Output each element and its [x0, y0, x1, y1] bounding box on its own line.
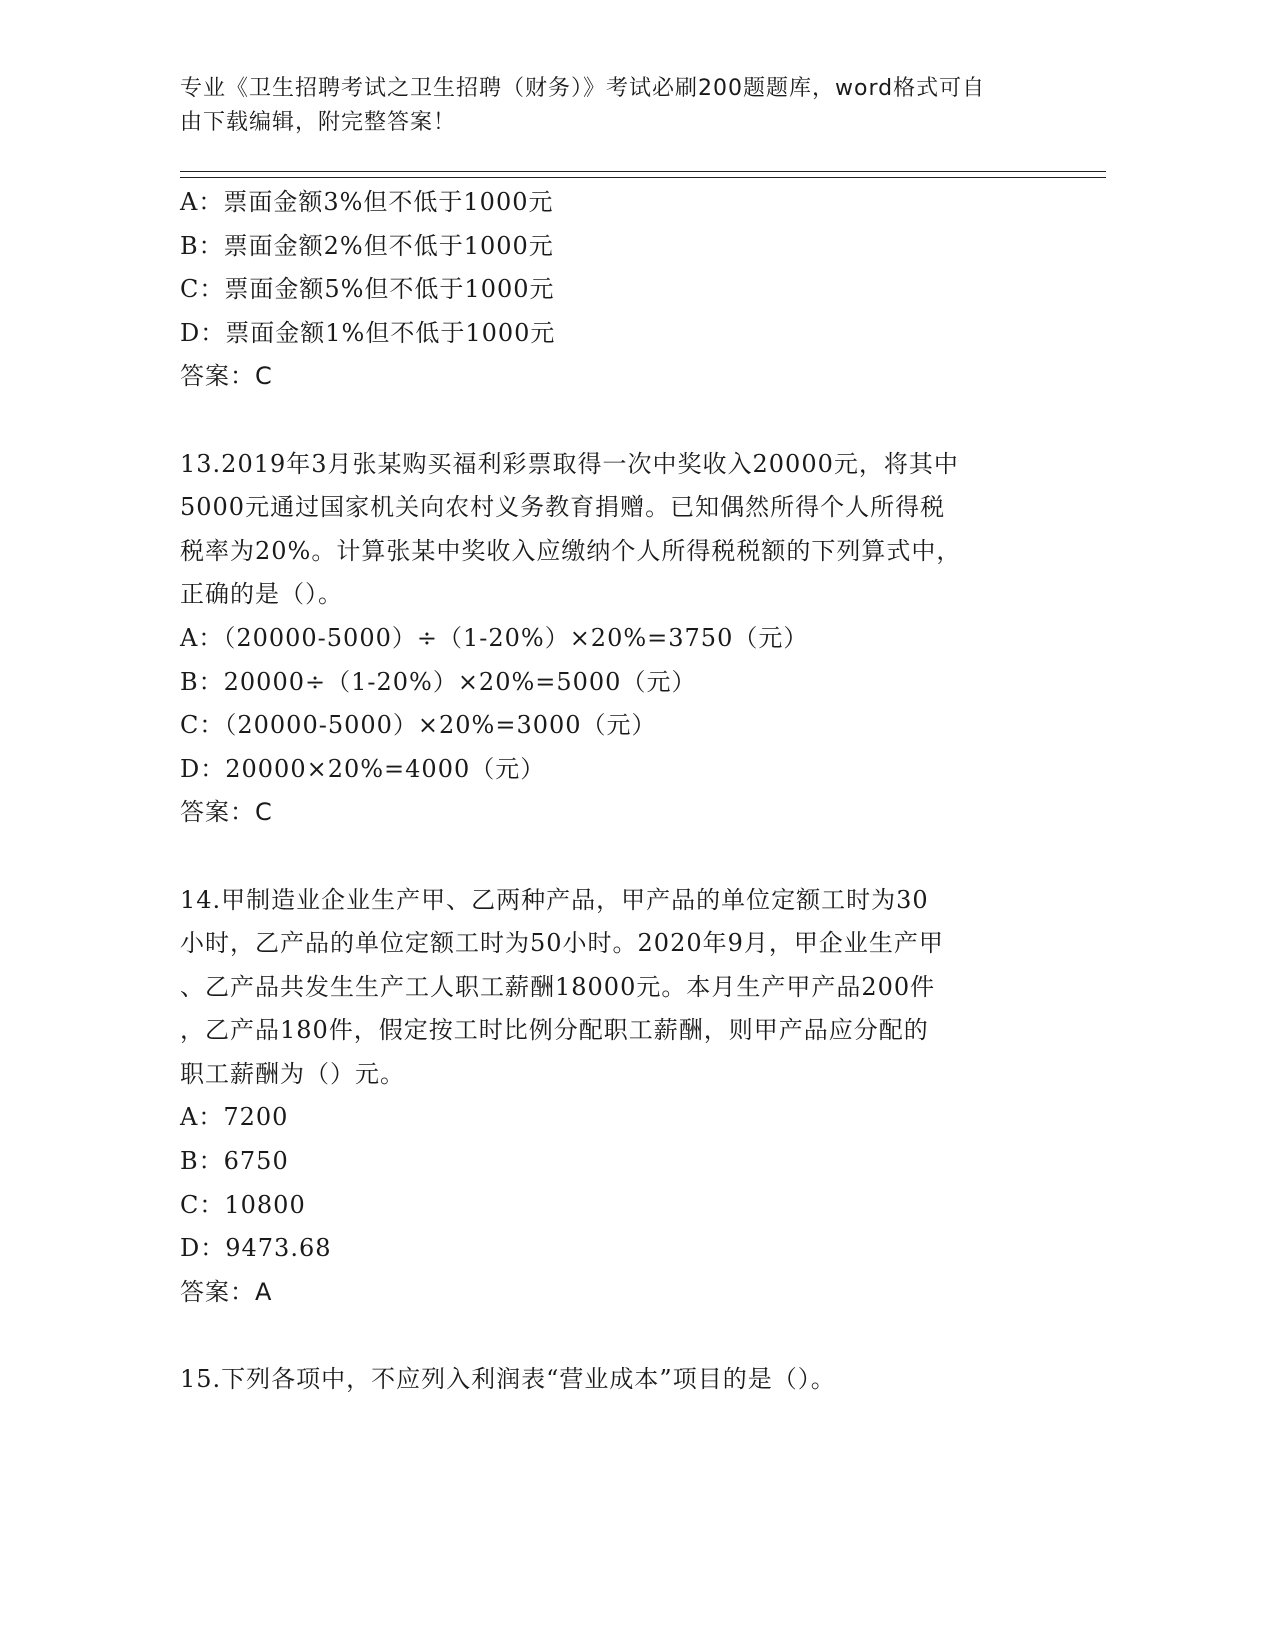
question-text-line: 13.2019年3月张某购买福利彩票取得一次中奖收入20000元，将其中 — [180, 449, 959, 478]
question-content — [180, 181, 1060, 1402]
option-d: D：票面金额1%但不低于1000元 — [180, 318, 556, 347]
header-divider-bottom — [180, 177, 1106, 178]
question-text-line: 14.甲制造业企业生产甲、乙两种产品，甲产品的单位定额工时为30 — [180, 885, 929, 914]
question-text-line: ，乙产品180件，假定按工时比例分配职工薪酬，则甲产品应分配的 — [180, 1016, 929, 1045]
question-text-line: 正确的是（）。 — [180, 580, 343, 609]
option-c: C：（20000-5000）×20%=3000（元） — [180, 711, 657, 740]
option-c: C：票面金额5%但不低于1000元 — [180, 275, 555, 304]
document-header — [180, 72, 1040, 140]
question-12 — [180, 181, 1060, 399]
answer: 答案：C — [180, 798, 273, 827]
question-13 — [180, 443, 1060, 835]
question-text-line: 职工薪酬为（）元。 — [180, 1059, 405, 1088]
question-text-line: 、乙产品共发生生产工人职工薪酬18000元。本月生产甲产品200件 — [180, 972, 936, 1001]
option-d: D：9473.68 — [180, 1234, 332, 1263]
question-text-line: 税率为20%。计算张某中奖收入应缴纳个人所得税税额的下列算式中， — [180, 536, 962, 565]
option-a: A：票面金额3%但不低于1000元 — [180, 188, 554, 216]
answer: 答案：A — [180, 1277, 273, 1306]
question-text-line: 5000元通过国家机关向农村义务教育捐赠。已知偶然所得个人所得税 — [180, 493, 946, 522]
option-d: D：20000×20%=4000（元） — [180, 754, 546, 783]
header-line-2: 由下载编辑，附完整答案！ — [180, 110, 457, 135]
header-line-1: 专业《卫生招聘考试之卫生招聘（财务）》考试必刷200题题库，word格式可自 — [180, 76, 986, 101]
question-text-line: 15.下列各项中，不应列入利润表“营业成本”项目的是（）。 — [180, 1365, 836, 1394]
option-a: A：（20000-5000）÷（1-20%）×20%=3750（元） — [180, 623, 809, 652]
option-a: A：7200 — [180, 1103, 289, 1132]
question-14 — [180, 879, 1060, 1315]
answer: 答案：C — [180, 362, 273, 391]
option-b: B：20000÷（1-20%）×20%=5000（元） — [180, 667, 697, 696]
question-15 — [180, 1358, 1060, 1402]
option-b: B：票面金额2%但不低于1000元 — [180, 231, 554, 260]
header-divider-top — [180, 171, 1106, 172]
option-c: C：10800 — [180, 1190, 306, 1219]
option-b: B：6750 — [180, 1147, 289, 1176]
question-text-line: 小时，乙产品的单位定额工时为50小时。2020年9月，甲企业生产甲 — [180, 929, 944, 958]
